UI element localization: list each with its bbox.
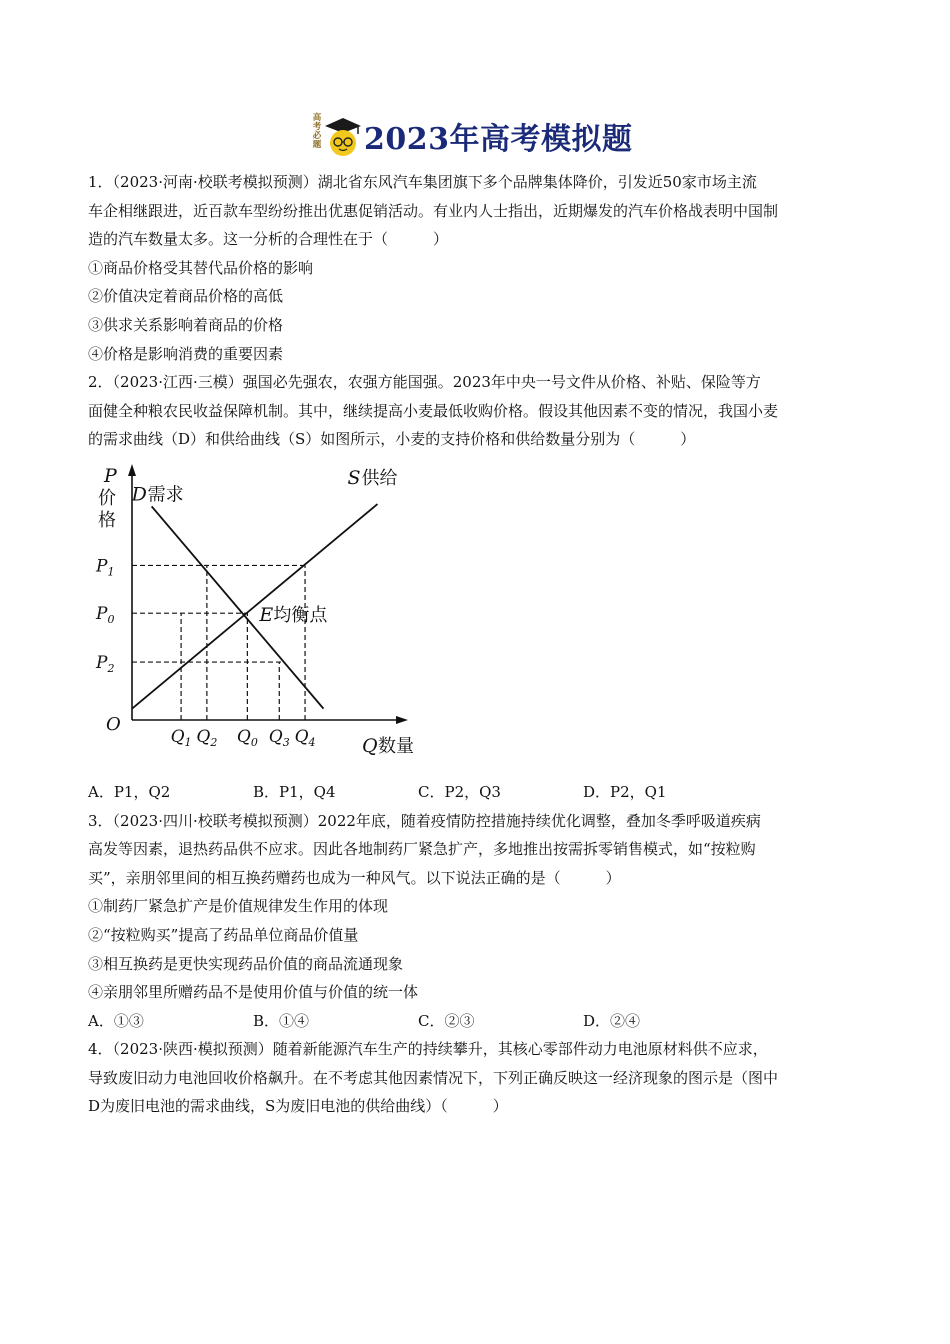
question-1	[88, 168, 870, 368]
supply-curve	[132, 504, 377, 709]
y-axis-label: P	[104, 464, 117, 487]
quantity-tick-label: $Q_2$	[196, 726, 218, 749]
option-c[interactable]: C．②③	[418, 1011, 475, 1030]
option-a[interactable]: A．①③	[88, 1011, 144, 1030]
equilibrium-label: E	[259, 604, 274, 627]
statement: ③供求关系影响着商品的价格	[88, 315, 284, 334]
answer-options	[88, 1007, 870, 1036]
equilibrium-label: 均衡点	[273, 605, 328, 627]
logo-text: 高考必题	[312, 113, 322, 150]
quantity-tick-label: $Q_3$	[268, 726, 290, 749]
answer-options	[88, 778, 870, 807]
statement: ①商品价格受其替代品价格的影响	[88, 258, 314, 277]
statement: ②价值决定着商品价格的高低	[88, 287, 284, 306]
question-text-line: D为废旧电池的需求曲线，S为废旧电池的供给曲线）（ ）	[88, 1097, 508, 1116]
origin-label: O	[106, 713, 121, 735]
chart-canvas	[88, 458, 414, 774]
question-2	[88, 368, 870, 806]
question-text-line: 导致废旧动力电池回收价格飙升。在不考虑其他因素情况下，下列正确反映这一经济现象的图示是（图中	[88, 1068, 779, 1087]
option-a[interactable]: A．P1，Q2	[88, 782, 171, 801]
question-text-line: 2．（2023·江西·三模）强国必先强农，农强方能国强。2023年中央一号文件从价格、补贴、保险等方	[88, 373, 761, 392]
y-axis-label: 格	[98, 509, 116, 531]
price-tick-label: $P_0$	[96, 604, 115, 627]
quantity-tick-label: $Q_1$	[170, 726, 192, 749]
page-title: 2023年高考模拟题	[364, 122, 633, 157]
statement: ③相互换药是更快实现药品价值的商品流通现象	[88, 954, 404, 973]
question-text-line: 面健全种粮农民收益保障机制。其中，继续提高小麦最低收购价格。假设其他因素不变的情况，我国小麦	[88, 401, 779, 420]
question-text-line: 车企相继跟进，近百款车型纷纷推出优惠促销活动。有业内人士指出，近期爆发的汽车价格战表明中国制	[88, 201, 779, 220]
graduation-cap-icon	[311, 112, 363, 158]
x-axis-label: Q	[362, 734, 378, 757]
option-b[interactable]: B．①④	[253, 1011, 310, 1030]
question-text-line: 买”，亲朋邻里间的相互换药赠药也成为一种风气。以下说法正确的是（ ）	[88, 868, 621, 887]
supply-curve-label: S	[347, 467, 361, 490]
supply-curve-label: 供给	[361, 468, 398, 490]
price-tick-label: $P_1$	[96, 556, 115, 579]
statement: ④价格是影响消费的重要因素	[88, 344, 284, 363]
supply-demand-chart	[88, 458, 414, 774]
demand-curve-label: D	[131, 483, 147, 506]
y-axis-label: 价	[98, 487, 116, 509]
y-axis-arrow	[128, 464, 136, 476]
exam-logo	[311, 112, 363, 158]
option-d[interactable]: D．P2，Q1	[583, 782, 667, 801]
option-d[interactable]: D．②④	[583, 1011, 641, 1030]
document-body	[88, 168, 870, 1121]
question-text-line: 高发等因素，退热药品供不应求。因此各地制药厂紧急扩产，多地推出按需拆零销售模式，如“按粒购	[88, 840, 756, 859]
question-text-line: 4．（2023·陕西·模拟预测）随着新能源汽车生产的持续攀升，其核心零部件动力电池原材料供不应求，	[88, 1040, 768, 1059]
demand-curve-label: 需求	[147, 484, 184, 506]
x-axis-label: 数量	[378, 735, 414, 757]
question-text-line: 3．（2023·四川·校联考模拟预测）2022年底，随着疫情防控措施持续优化调整，叠加冬季呼吸道疾病	[88, 811, 761, 830]
question-text-line: 1．（2023·河南·校联考模拟预测）湖北省东风汽车集团旗下多个品牌集体降价，引发近50家市场主流	[88, 173, 757, 191]
option-c[interactable]: C．P2，Q3	[418, 782, 501, 801]
statement: ①制药厂紧急扩产是价值规律发生作用的体现	[88, 897, 389, 916]
question-text-line: 造的汽车数量太多。这一分析的合理性在于（ ）	[88, 230, 449, 249]
question-text-line: 的需求曲线（D）和供给曲线（S）如图所示，小麦的支持价格和供给数量分别为（ ）	[88, 430, 696, 449]
quantity-tick-label: $Q_4$	[294, 726, 316, 749]
statement: ②“按粒购买”提高了药品单位商品价值量	[88, 925, 359, 944]
x-axis-arrow	[396, 716, 408, 724]
question-3	[88, 807, 870, 1036]
page-header	[0, 112, 950, 162]
statement: ④亲朋邻里所赠药品不是使用价值与价值的统一体	[88, 983, 419, 1002]
question-4	[88, 1035, 870, 1121]
quantity-tick-label: $Q_0$	[236, 726, 258, 749]
price-tick-label: $P_2$	[96, 652, 115, 675]
option-b[interactable]: B．P1，Q4	[253, 782, 336, 801]
